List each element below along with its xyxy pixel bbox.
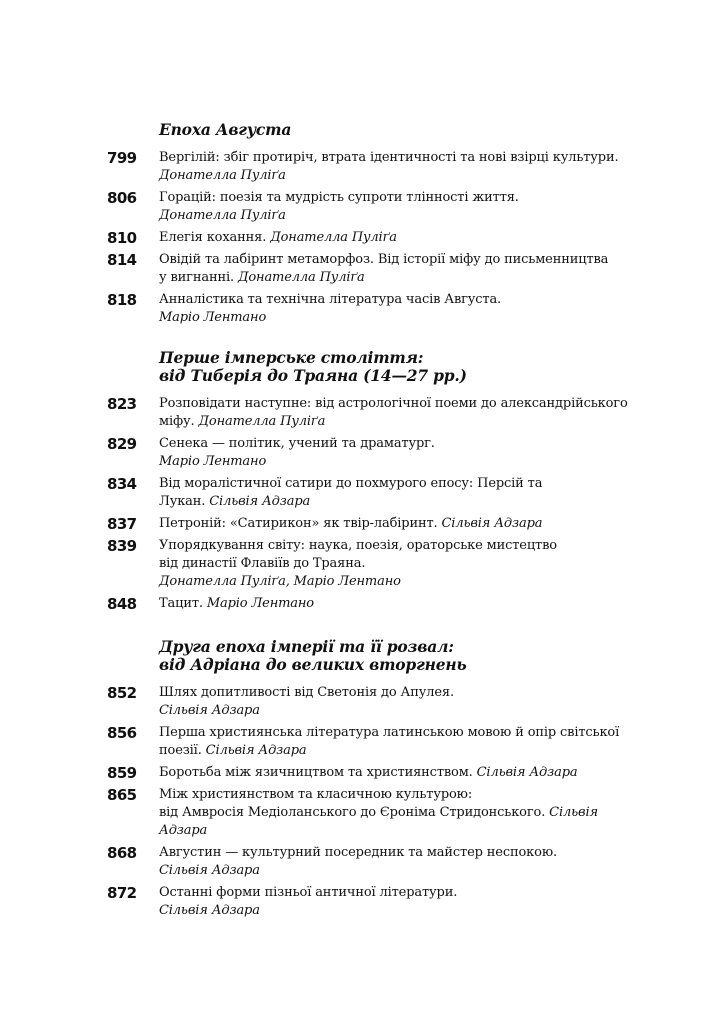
page-number: 839 — [107, 537, 137, 555]
entry-author: Донателла Пуліґа — [198, 414, 326, 429]
entry-author: Донателла Пуліґа, Маріо Лентано — [159, 574, 401, 589]
page-number: 865 — [107, 786, 137, 804]
toc-entry[interactable] — [0, 684, 717, 720]
toc-entry[interactable] — [0, 724, 717, 760]
entry-text — [159, 684, 629, 720]
entry-list — [0, 684, 717, 920]
toc-entry[interactable] — [0, 189, 717, 225]
entry-author: Донателла Пуліґа — [237, 270, 365, 285]
toc-entry[interactable] — [0, 884, 717, 920]
toc-entry[interactable] — [0, 395, 717, 431]
entry-author: Сільвія Адзара — [441, 516, 543, 531]
page-number: 806 — [107, 189, 137, 207]
toc-entry[interactable] — [0, 595, 717, 613]
entry-author: Сільвія Адзара — [159, 805, 598, 838]
entry-title: Упорядкування світу: наука, поезія, ораторське мистецтво від династії Флавіїв до Траяна. — [159, 538, 557, 571]
entry-list — [0, 149, 717, 327]
entry-text — [159, 291, 629, 327]
entry-title: Останні форми пізньої античної літератури. — [159, 885, 458, 900]
entry-text — [159, 251, 629, 287]
entry-text — [159, 395, 629, 431]
entry-text — [159, 884, 629, 920]
entry-title: Петроній: «Сатирикон» як твір-лабіринт. — [159, 516, 442, 531]
entry-title: Овідій та лабіринт метаморфоз. Від історії міфу до письменництва у вигнанні. — [159, 252, 609, 285]
entry-title: Від моралістичної сатири до похмурого епосу: Персій та Лукан. — [159, 476, 543, 509]
page-number: 834 — [107, 475, 137, 493]
entry-title: Боротьба між язичництвом та християнством. — [159, 765, 477, 780]
entry-author: Сільвія Адзара — [205, 743, 307, 758]
section-heading: Друга епоха імперії та її розвал: від Адріана до великих вторгнень — [159, 637, 467, 674]
entry-title: Анналістика та технічна література часів Августа. — [159, 292, 502, 307]
entry-title: Елегія кохання. — [159, 230, 271, 245]
toc-entry[interactable] — [0, 764, 717, 782]
entry-title: Вергілій: збіг протиріч, втрата ідентичності та нові взірці культури. — [159, 150, 619, 165]
entry-title: Шлях допитливості від Светонія до Апулея. — [159, 685, 454, 700]
page-number: 852 — [107, 684, 137, 702]
entry-title: Сенека — політик, учений та драматург. — [159, 436, 435, 451]
entry-text — [159, 475, 629, 511]
page-number: 848 — [107, 595, 137, 613]
entry-author: Донателла Пуліґа — [270, 230, 397, 245]
entry-text — [159, 764, 629, 782]
entry-title: Тацит. — [159, 596, 207, 611]
entry-title: Розповідати наступне: від астрологічної поеми до александрійського міфу. — [159, 396, 628, 429]
toc-entry[interactable] — [0, 149, 717, 185]
entry-title: Між християнством та класичною культурою: від Амвросія Медіоланського до Єроніма Стридонського. — [159, 787, 546, 820]
entry-text — [159, 844, 629, 880]
toc-section — [0, 638, 717, 924]
toc-entry[interactable] — [0, 435, 717, 471]
page-number: 837 — [107, 515, 137, 533]
entry-author: Донателла Пуліґа — [159, 168, 286, 183]
page-number: 823 — [107, 395, 137, 413]
entry-text — [159, 786, 629, 840]
toc-section — [0, 121, 717, 331]
page-number: 872 — [107, 884, 137, 902]
entry-title: Горацій: поезія та мудрість супроти тлінності життя. — [159, 190, 519, 205]
entry-text — [159, 229, 629, 247]
entry-text — [159, 595, 629, 613]
page-number: 818 — [107, 291, 137, 309]
entry-author: Сільвія Адзара — [159, 863, 260, 878]
entry-text — [159, 515, 629, 533]
entry-title: Перша християнська література латинською мовою й опір світської поезії. — [159, 725, 620, 758]
entry-author: Донателла Пуліґа — [159, 208, 286, 223]
page-number: 859 — [107, 764, 137, 782]
section-heading: Перше імперське століття: від Тиберія до Траяна (14—27 рр.) — [159, 348, 467, 385]
entry-text — [159, 724, 629, 760]
toc-entry[interactable] — [0, 475, 717, 511]
entry-author: Маріо Лентано — [159, 454, 267, 469]
entry-text — [159, 149, 629, 185]
toc-entry[interactable] — [0, 537, 717, 591]
entry-author: Сільвія Адзара — [159, 903, 260, 918]
entry-title: Августин — культурний посередник та майстер неспокою. — [159, 845, 557, 860]
page-number: 868 — [107, 844, 137, 862]
toc-entry[interactable] — [0, 251, 717, 287]
toc-entry[interactable] — [0, 229, 717, 247]
section-heading: Епоха Августа — [159, 120, 292, 139]
entry-author: Маріо Лентано — [159, 310, 267, 325]
toc-entry[interactable] — [0, 291, 717, 327]
page-number: 829 — [107, 435, 137, 453]
page-number: 814 — [107, 251, 137, 269]
entry-list — [0, 395, 717, 613]
entry-author: Сільвія Адзара — [476, 765, 578, 780]
toc-entry[interactable] — [0, 844, 717, 880]
page-number: 810 — [107, 229, 137, 247]
page-number: 799 — [107, 149, 137, 167]
entry-text — [159, 189, 629, 225]
toc-section — [0, 349, 717, 617]
page-number: 856 — [107, 724, 137, 742]
entry-author: Маріо Лентано — [206, 596, 314, 611]
toc-entry[interactable] — [0, 786, 717, 840]
toc-entry[interactable] — [0, 515, 717, 533]
entry-text — [159, 537, 629, 591]
entry-text — [159, 435, 629, 471]
entry-author: Сільвія Адзара — [159, 703, 260, 718]
entry-author: Сільвія Адзара — [209, 494, 311, 509]
